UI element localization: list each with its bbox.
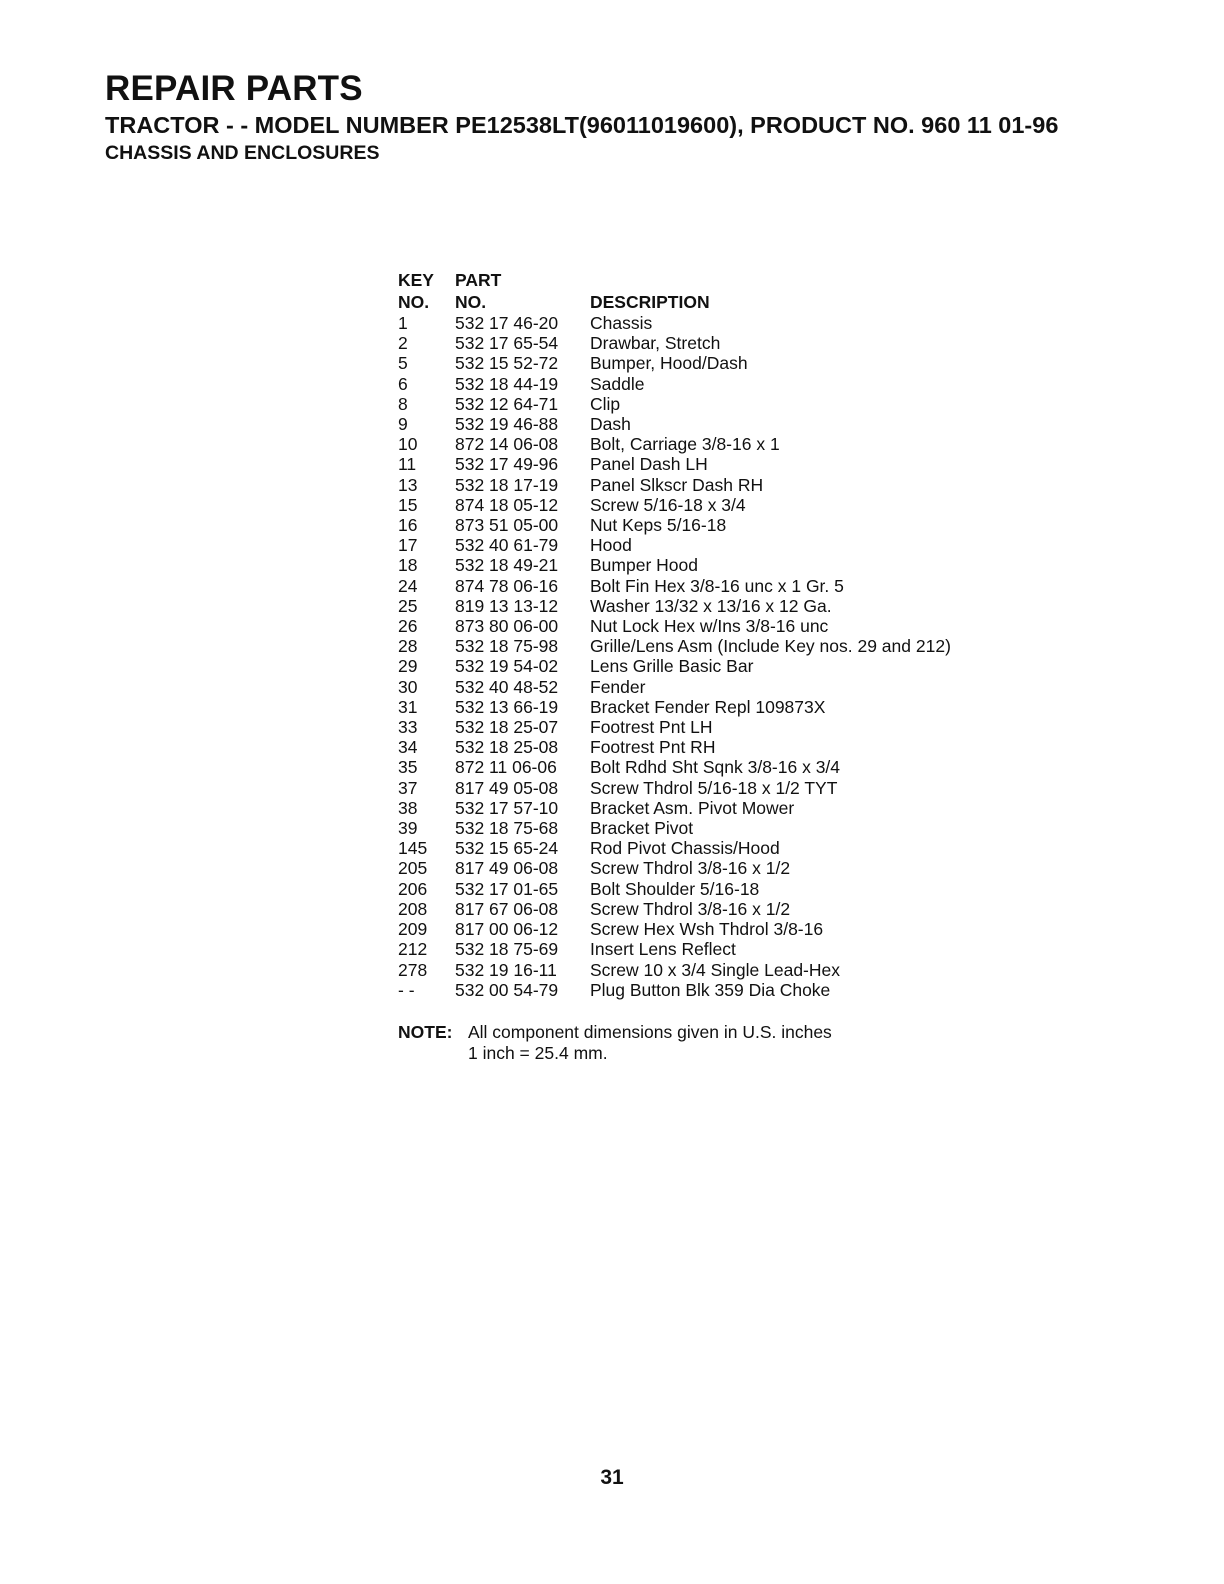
part-no-cell: 532 40 48-52 <box>455 676 559 697</box>
part-no-cell: 532 18 75-69 <box>455 939 559 960</box>
description-cell: Fender <box>590 676 646 697</box>
description-cell: Bolt Fin Hex 3/8-16 unc x 1 Gr. 5 <box>590 575 844 596</box>
description-cell: Grille/Lens Asm (Include Key nos. 29 and 212) <box>590 636 951 657</box>
key-no-cell: 1 <box>398 313 408 333</box>
table-row <box>398 899 1010 919</box>
key-no-cell: 18 <box>398 555 418 576</box>
description-cell: Bumper Hood <box>590 555 698 576</box>
description-cell: Rod Pivot Chassis/Hood <box>590 838 780 859</box>
key-no-cell: 212 <box>398 939 428 960</box>
table-row <box>398 555 1010 575</box>
table-row <box>398 858 1010 878</box>
key-no-cell: 17 <box>398 535 418 556</box>
key-no-cell: 15 <box>398 494 418 515</box>
key-no-cell: 38 <box>398 797 418 818</box>
description-cell: Bolt Shoulder 5/16-18 <box>590 878 760 899</box>
key-no-cell: 8 <box>398 393 408 414</box>
key-no-cell: 25 <box>398 595 418 616</box>
note-text <box>468 1022 832 1064</box>
description-cell: Panel Dash LH <box>590 454 708 475</box>
table-row <box>398 939 1010 959</box>
key-header-line1: KEY <box>398 270 434 290</box>
table-row <box>398 454 1010 474</box>
description-cell: Screw Thdrol 3/8-16 x 1/2 <box>590 898 791 919</box>
parts-table-header <box>398 269 1010 313</box>
part-no-cell: 532 19 16-11 <box>455 959 557 980</box>
description-cell: Bumper, Hood/Dash <box>590 353 748 374</box>
description-cell: Washer 13/32 x 13/16 x 12 Ga. <box>590 595 832 616</box>
key-no-cell: 2 <box>398 333 408 354</box>
table-row <box>398 636 1010 656</box>
description-header-text: DESCRIPTION <box>590 292 710 312</box>
part-no-cell: 872 14 06-08 <box>455 434 559 455</box>
table-row <box>398 717 1010 737</box>
table-row <box>398 515 1010 535</box>
part-no-cell: 817 00 06-12 <box>455 919 559 940</box>
table-row <box>398 353 1010 373</box>
part-no-cell: 817 49 06-08 <box>455 858 559 879</box>
description-cell: Nut Lock Hex w/Ins 3/8-16 unc <box>590 616 829 637</box>
table-row <box>398 960 1010 980</box>
description-cell: Bracket Fender Repl 109873X <box>590 696 826 717</box>
description-cell: Clip <box>590 393 621 414</box>
table-row <box>398 656 1010 676</box>
part-no-cell: 532 12 64-71 <box>455 393 559 414</box>
part-no-cell: 532 15 65-24 <box>455 838 559 859</box>
part-no-header <box>455 269 590 313</box>
part-header-line2: NO. <box>455 292 487 312</box>
key-no-cell: 30 <box>398 676 418 697</box>
part-no-cell: 874 18 05-12 <box>455 494 559 515</box>
key-no-cell: 6 <box>398 373 408 394</box>
description-cell: Screw Thdrol 5/16-18 x 1/2 TYT <box>590 777 838 798</box>
key-no-cell: 10 <box>398 434 418 455</box>
part-no-cell: 817 49 05-08 <box>455 777 559 798</box>
section-title: CHASSIS AND ENCLOSURES <box>105 142 380 164</box>
table-row <box>398 414 1010 434</box>
part-no-cell: 819 13 13-12 <box>455 595 559 616</box>
parts-table <box>398 269 1010 1000</box>
part-no-cell: 532 19 54-02 <box>455 656 559 677</box>
key-no-cell: 34 <box>398 737 418 758</box>
key-no-cell: 208 <box>398 898 428 919</box>
table-row <box>398 798 1010 818</box>
page-number: 31 <box>600 1466 624 1489</box>
description-cell: Saddle <box>590 373 645 394</box>
part-no-cell: 532 40 61-79 <box>455 535 559 556</box>
key-no-cell: 11 <box>398 454 417 475</box>
table-row <box>398 980 1010 1000</box>
table-row <box>398 333 1010 353</box>
description-cell: Screw Thdrol 3/8-16 x 1/2 <box>590 858 791 879</box>
description-cell: Drawbar, Stretch <box>590 333 721 354</box>
part-no-cell: 532 17 01-65 <box>455 878 559 899</box>
table-row <box>398 313 1010 333</box>
description-cell: Lens Grille Basic Bar <box>590 656 754 677</box>
table-row <box>398 919 1010 939</box>
table-row <box>398 757 1010 777</box>
table-row <box>398 495 1010 515</box>
key-no-cell: 206 <box>398 878 428 899</box>
part-no-cell: 532 18 25-07 <box>455 717 559 738</box>
table-row <box>398 677 1010 697</box>
key-no-cell: 209 <box>398 919 428 940</box>
table-row <box>398 374 1010 394</box>
part-no-cell: 532 18 17-19 <box>455 474 559 495</box>
part-no-cell: 532 18 75-98 <box>455 636 559 657</box>
key-no-cell: 37 <box>398 777 418 798</box>
description-cell: Nut Keps 5/16-18 <box>590 515 727 536</box>
model-number-heading: TRACTOR - - MODEL NUMBER PE12538LT(96011019600), PRODUCT NO. 960 11 01-96 <box>105 112 1059 138</box>
part-no-cell: 532 13 66-19 <box>455 696 559 717</box>
table-row <box>398 576 1010 596</box>
parts-table-body <box>398 313 1010 1000</box>
part-no-cell: 872 11 06-06 <box>455 757 557 778</box>
description-cell: Insert Lens Reflect <box>590 939 736 960</box>
table-row <box>398 818 1010 838</box>
part-no-cell: 532 00 54-79 <box>455 979 559 1000</box>
key-no-cell: 145 <box>398 838 428 859</box>
description-header <box>590 269 1010 313</box>
key-no-cell: 24 <box>398 575 418 596</box>
table-row <box>398 535 1010 555</box>
description-cell: Screw 10 x 3/4 Single Lead-Hex <box>590 959 840 980</box>
part-no-cell: 874 78 06-16 <box>455 575 559 596</box>
table-row <box>398 879 1010 899</box>
description-cell: Footrest Pnt RH <box>590 737 716 758</box>
description-cell: Bolt Rdhd Sht Sqnk 3/8-16 x 3/4 <box>590 757 841 778</box>
part-no-cell: 873 51 05-00 <box>455 515 559 536</box>
table-row <box>398 596 1010 616</box>
description-cell: Hood <box>590 535 632 556</box>
key-no-cell: 16 <box>398 515 418 536</box>
page-title: REPAIR PARTS <box>105 69 363 108</box>
part-no-cell: 532 17 57-10 <box>455 797 559 818</box>
key-no-cell: 31 <box>398 696 418 717</box>
table-row <box>398 394 1010 414</box>
part-no-cell: 873 80 06-00 <box>455 616 559 637</box>
description-cell: Bracket Pivot <box>590 818 694 839</box>
table-row <box>398 475 1010 495</box>
key-no-cell: 205 <box>398 858 428 879</box>
description-cell: Screw 5/16-18 x 3/4 <box>590 494 746 515</box>
note <box>398 1022 832 1064</box>
key-no-cell: 35 <box>398 757 418 778</box>
description-cell: Chassis <box>590 313 653 333</box>
key-no-cell: 29 <box>398 656 418 677</box>
description-cell: Dash <box>590 414 631 435</box>
table-row <box>398 778 1010 798</box>
table-row <box>398 434 1010 454</box>
description-cell: Screw Hex Wsh Thdrol 3/8-16 <box>590 919 824 940</box>
key-no-cell: - - <box>398 979 415 1000</box>
description-cell: Bolt, Carriage 3/8-16 x 1 <box>590 434 780 455</box>
key-no-header <box>398 269 455 313</box>
part-no-cell: 532 19 46-88 <box>455 414 559 435</box>
part-no-cell: 532 18 49-21 <box>455 555 559 576</box>
key-no-cell: 26 <box>398 616 418 637</box>
key-no-cell: 33 <box>398 717 418 738</box>
part-no-cell: 532 17 65-54 <box>455 333 559 354</box>
part-no-cell: 532 17 49-96 <box>455 454 559 475</box>
key-no-cell: 39 <box>398 818 418 839</box>
part-no-cell: 532 18 75-68 <box>455 818 559 839</box>
table-row <box>398 616 1010 636</box>
key-no-cell: 5 <box>398 353 408 374</box>
part-no-cell: 532 18 44-19 <box>455 373 559 394</box>
description-cell: Panel Slkscr Dash RH <box>590 474 764 495</box>
part-no-cell: 532 17 46-20 <box>455 313 559 333</box>
note-line-2: 1 inch = 25.4 mm. <box>468 1043 608 1063</box>
key-no-cell: 13 <box>398 474 418 495</box>
part-header-line1: PART <box>455 270 502 290</box>
table-row <box>398 737 1010 757</box>
description-cell: Plug Button Blk 359 Dia Choke <box>590 979 831 1000</box>
description-cell: Bracket Asm. Pivot Mower <box>590 797 795 818</box>
part-no-cell: 817 67 06-08 <box>455 898 559 919</box>
key-header-line2: NO. <box>398 292 430 312</box>
part-no-cell: 532 18 25-08 <box>455 737 559 758</box>
key-no-cell: 9 <box>398 414 408 435</box>
key-no-cell: 278 <box>398 959 428 980</box>
table-row <box>398 838 1010 858</box>
note-label: NOTE: <box>398 1022 453 1042</box>
table-row <box>398 697 1010 717</box>
part-no-cell: 532 15 52-72 <box>455 353 559 374</box>
key-no-cell: 28 <box>398 636 418 657</box>
description-cell: Footrest Pnt LH <box>590 717 713 738</box>
note-line-1: All component dimensions given in U.S. inches <box>468 1022 832 1042</box>
